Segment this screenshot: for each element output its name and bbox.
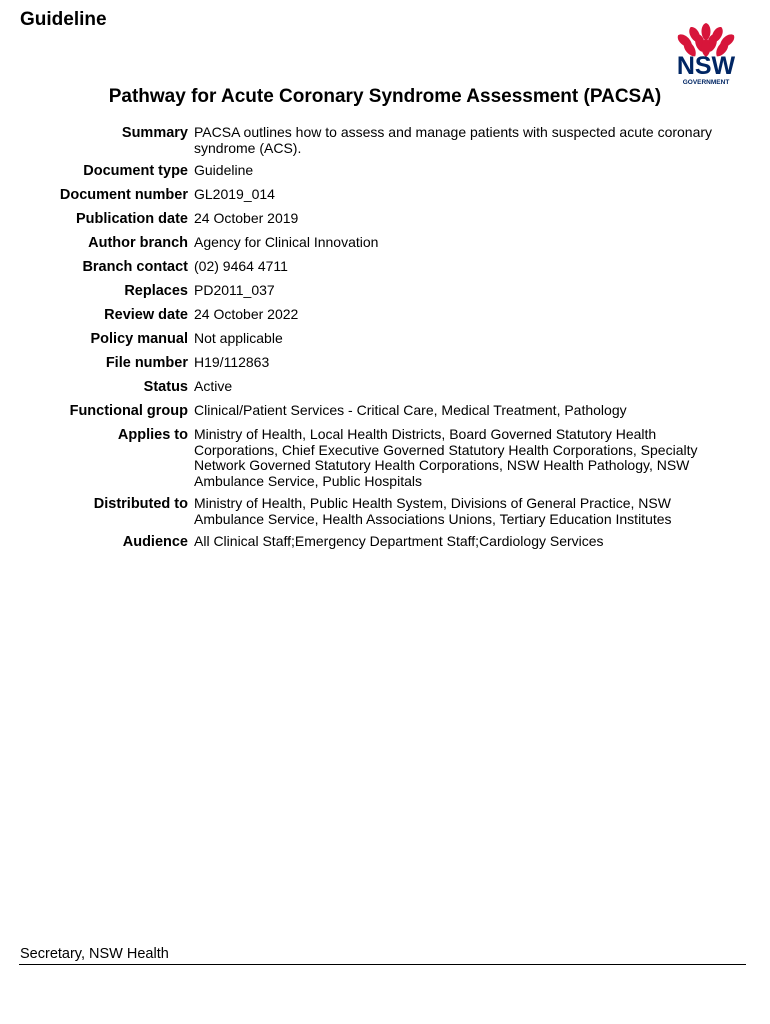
metadata-value: Not applicable [194, 330, 283, 346]
document-metadata-table [18, 124, 748, 557]
metadata-row [18, 162, 748, 180]
metadata-label: Status [143, 379, 188, 395]
metadata-label: Summary [121, 125, 188, 141]
metadata-label: Publication date [76, 211, 188, 227]
metadata-row [18, 402, 748, 420]
metadata-value: PACSA outlines how to assess and manage patients with suspected acute coronary syndrome (ACS). [194, 124, 713, 156]
logo-government-text: GOVERNMENT [682, 79, 730, 86]
metadata-row [18, 186, 748, 204]
metadata-row [18, 282, 748, 300]
page-title: Pathway for Acute Coronary Syndrome Assessment (PACSA) [108, 86, 662, 107]
metadata-label: Document number [59, 187, 188, 203]
metadata-label: Distributed to [93, 496, 188, 512]
metadata-value: PD2011_037 [194, 282, 275, 298]
metadata-value: All Clinical Staff;Emergency Department Staff;Cardiology Services [194, 533, 604, 549]
metadata-label: File number [105, 355, 188, 371]
metadata-row [18, 426, 748, 489]
metadata-row [18, 210, 748, 228]
metadata-value: Ministry of Health, Public Health System, Divisions of General Practice, NSW Ambulance Service, Health Associations Unions, Tertiary Education Institutes [194, 495, 672, 527]
nsw-government-logo [664, 10, 748, 90]
document-kind-heading: Guideline [20, 9, 107, 30]
metadata-row [18, 330, 748, 348]
metadata-value: Agency for Clinical Innovation [194, 234, 379, 250]
metadata-label: Applies to [117, 427, 188, 443]
metadata-value: Guideline [194, 162, 254, 178]
metadata-label: Branch contact [82, 259, 188, 275]
metadata-row [18, 258, 748, 276]
metadata-row [18, 378, 748, 396]
waratah-logo-graphic [664, 10, 748, 90]
metadata-label: Audience [122, 534, 188, 550]
metadata-value: Active [194, 378, 233, 394]
metadata-value: Ministry of Health, Local Health Districts, Board Governed Statutory Health Corporations, Chief Executive Governed Statutory Health Corporations, Specialty Network Governed Statutory Health Corporations, NSW Health Pathology, NSW Ambulance Service, Public Hospitals [194, 426, 698, 489]
metadata-label: Policy manual [90, 331, 188, 347]
metadata-value: Clinical/Patient Services - Critical Care, Medical Treatment, Pathology [194, 402, 627, 418]
metadata-row [18, 234, 748, 252]
logo-nsw-text: NSW [676, 52, 736, 80]
footer-divider [19, 964, 746, 965]
metadata-label: Replaces [124, 283, 188, 299]
metadata-label: Review date [104, 307, 188, 323]
metadata-row [18, 306, 748, 324]
metadata-label: Author branch [88, 235, 188, 251]
metadata-value: (02) 9464 4711 [194, 258, 288, 274]
metadata-row [18, 533, 748, 551]
metadata-label: Document type [83, 163, 188, 179]
metadata-row [18, 124, 748, 156]
metadata-value: 24 October 2019 [194, 210, 299, 226]
metadata-row [18, 354, 748, 372]
metadata-row [18, 495, 748, 527]
metadata-value: GL2019_014 [194, 186, 275, 202]
metadata-value: 24 October 2022 [194, 306, 299, 322]
footer-signatory: Secretary, NSW Health [20, 946, 169, 962]
metadata-label: Functional group [69, 403, 188, 419]
metadata-value: H19/112863 [194, 354, 270, 370]
